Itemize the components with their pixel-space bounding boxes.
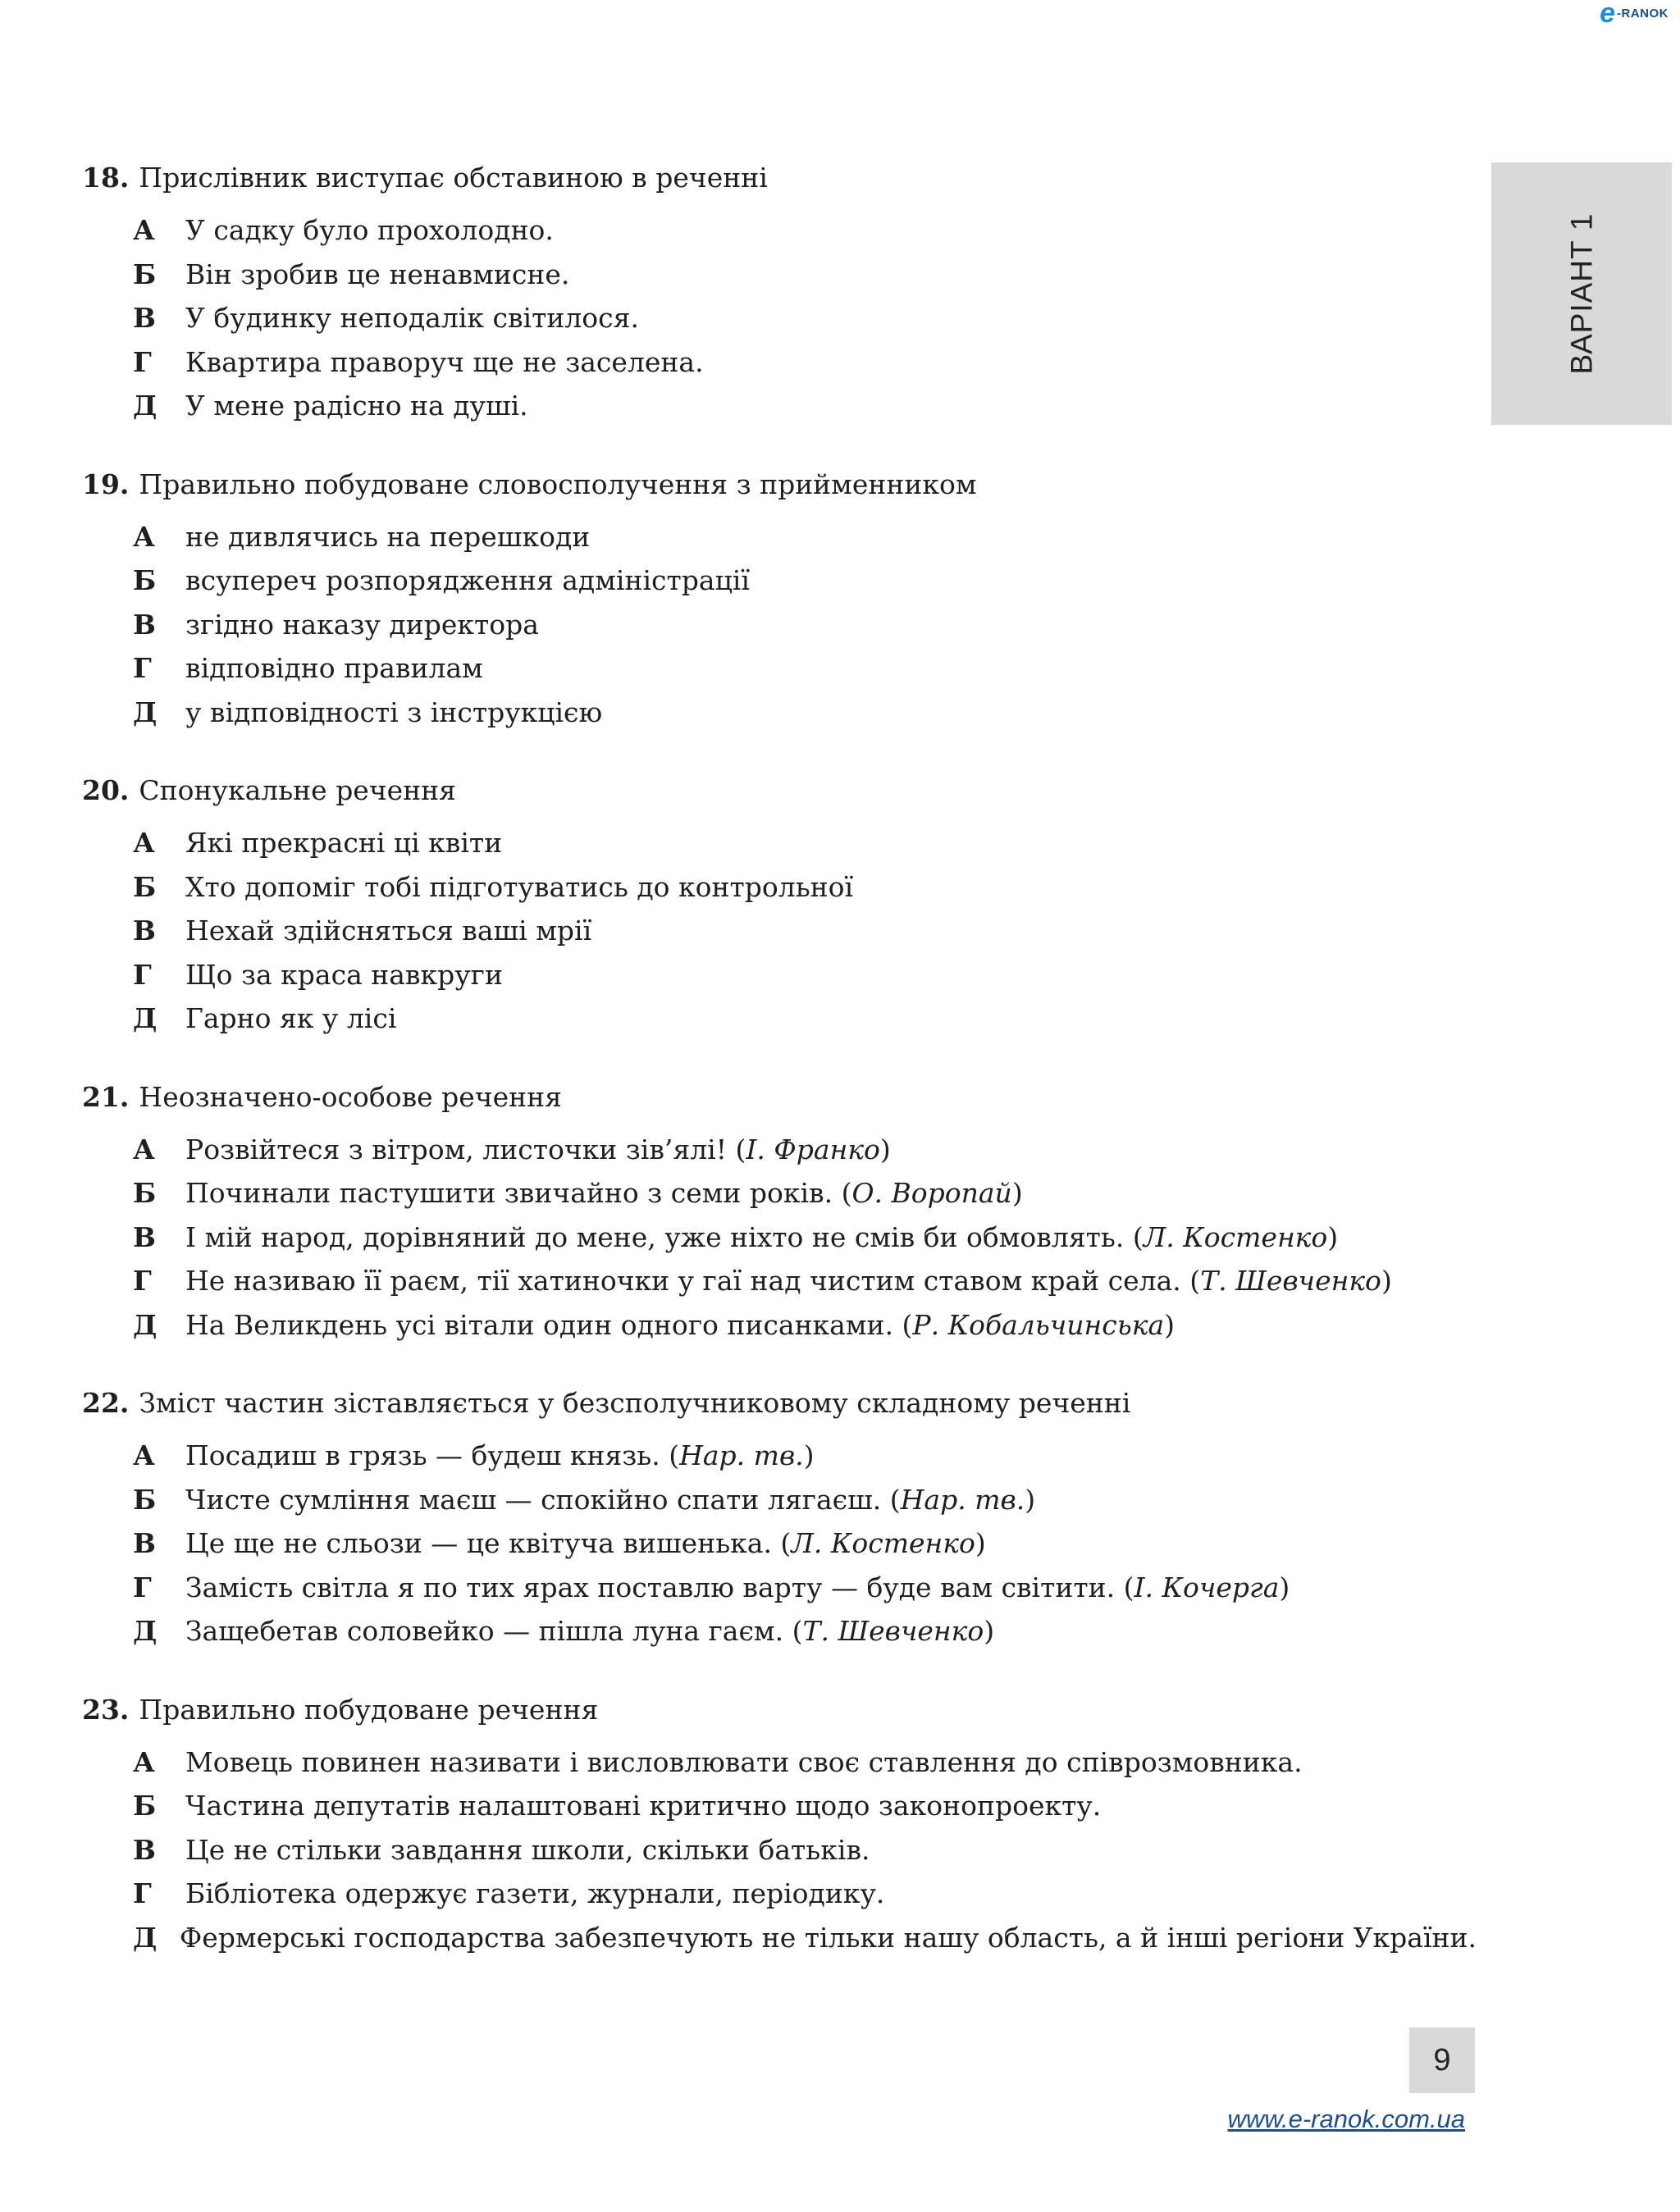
option-letter: В [133,1220,156,1253]
answer-option [82,1171,1477,1215]
question-number: 19. [82,467,130,500]
answer-option [82,603,1477,647]
option-letter: Д [133,390,158,422]
question-text: Правильно побудоване речення [139,1693,599,1726]
variant-label: ВАРІАНТ 1 [1564,212,1598,375]
option-letter: Г [133,345,152,378]
answer-option [82,296,1477,340]
option-author: Нар. тв. [679,1439,804,1471]
option-text [185,1303,1175,1348]
answer-option [82,208,1477,253]
question-number: 23. [82,1693,130,1726]
option-letter: Б [133,258,157,290]
option-text [185,208,554,253]
answer-option [82,691,1477,735]
option-letter: Д [133,1002,158,1034]
option-sentence: не дивлячись на перешкоди [185,520,591,553]
option-author: І. Кочерга [1134,1571,1280,1603]
option-author: Нар. тв. [900,1483,1025,1516]
option-text [185,1784,1101,1828]
question-block [82,1688,1477,1960]
option-closing-paren: ) [1164,1308,1175,1341]
option-letter: Г [133,1265,152,1297]
option-letter: Д [133,1921,158,1954]
option-sentence: відповідно правилам [185,652,483,684]
option-closing-paren: ) [1327,1220,1339,1253]
answer-option [82,384,1477,428]
question-heading [82,1075,1477,1120]
question-text: Неозначено-особове речення [139,1080,562,1113]
option-text [185,865,853,910]
option-text [185,1171,1023,1215]
option-text [180,1916,1477,1960]
option-letter: В [133,302,156,334]
question-block [82,1075,1477,1348]
option-sentence: У садку було прохолодно. [185,214,554,246]
answer-option [82,515,1477,559]
option-closing-paren: ) [975,1527,986,1559]
option-sentence: Він зробив це ненавмисне. [185,258,570,290]
question-block [82,1381,1477,1653]
answer-option [82,909,1477,953]
option-sentence: Що за краса навкруги [185,958,503,991]
answer-option [82,1916,1477,1960]
option-sentence: Посадиш в грязь — будеш князь. ( [185,1439,680,1471]
option-letter: Б [133,564,157,596]
option-letter: В [133,1833,156,1866]
option-text [185,1478,1035,1522]
option-text [185,646,483,691]
answer-option [82,646,1477,691]
option-closing-paren: ) [803,1439,815,1471]
publisher-url-link[interactable]: www.e-ranok.com.ua [1227,2105,1465,2133]
option-sentence: На Великдень усі вітали один одного писанками. ( [185,1308,913,1341]
answer-option [82,1784,1477,1828]
option-text [185,1872,884,1916]
publisher-logo [1600,0,1669,29]
answer-option [82,559,1477,603]
option-sentence: І мій народ, дорівняний до мене, уже ніхто не смів би обмовлять. ( [185,1220,1144,1253]
question-number: 20. [82,774,130,806]
option-text [185,1828,870,1872]
answer-option [82,1434,1477,1478]
option-sentence: Замість світла я по тих ярах поставлю варту — буде вам світити. ( [185,1571,1134,1603]
option-sentence: Частина депутатів налаштовані критично щодо законопроекту. [185,1790,1102,1822]
logo-text: -RANOK [1617,6,1669,21]
option-letter: А [133,520,155,553]
option-letter: В [133,1527,156,1559]
answer-option [82,1609,1477,1653]
option-sentence: Починали пастушити звичайно з семи років. ( [185,1177,852,1209]
question-block [82,156,1477,428]
answer-option [82,865,1477,910]
option-sentence: Фермерські господарства забезпечують не тільки нашу область, а й інші регіони України. [179,1921,1477,1954]
option-text [185,1128,891,1172]
option-sentence: Квартира праворуч ще не заселена. [185,345,704,378]
answer-option [82,1872,1477,1916]
option-letter: Б [133,870,157,903]
option-closing-paren: ) [984,1615,995,1647]
option-text [185,296,639,340]
answer-option [82,1215,1477,1260]
option-letter: Г [133,1877,152,1909]
option-sentence: Хто допоміг тобі підготуватись до контрольної [185,870,854,903]
answer-option [82,1259,1477,1303]
option-sentence: всупереч розпорядження адміністрації [185,564,750,596]
option-letter: Б [133,1483,157,1516]
option-sentence: Не називаю її раєм, тії хатиночки у гаї над чистим ставом край села. ( [185,1265,1201,1297]
option-letter: А [133,214,155,246]
option-letter: В [133,608,156,641]
answer-option [82,1521,1477,1566]
question-text: Зміст частин зіставляється у безсполучниковому складному реченні [139,1387,1131,1419]
option-sentence: Це ще не сльози — це квітуча вишенька. ( [185,1527,792,1559]
option-text [185,1521,986,1566]
option-sentence: У мене радісно на душі. [185,390,528,422]
question-heading [82,156,1477,200]
answer-option [82,1566,1477,1610]
option-text [185,515,590,559]
option-letter: А [133,1133,155,1165]
page-number: 9 [1409,2027,1475,2093]
answer-option [82,1303,1477,1348]
option-sentence: Гарно як у лісі [185,1002,397,1034]
option-text [185,1740,1303,1785]
option-closing-paren: ) [1011,1177,1023,1209]
option-text [185,384,528,428]
option-author: Л. Костенко [1143,1220,1328,1253]
option-letter: А [133,1745,155,1778]
answer-option [82,1828,1477,1872]
question-block [82,768,1477,1041]
option-sentence: У будинку неподалік світилося. [185,302,639,334]
option-letter: Д [133,1615,158,1647]
option-sentence: Нехай здійсняться ваші мрії [185,914,592,946]
option-text [185,1566,1290,1610]
option-letter: Г [133,1571,152,1603]
variant-side-tab [1491,162,1672,425]
option-sentence: Це не стільки завдання школи, скільки батьків. [185,1833,870,1866]
option-text [185,691,602,735]
option-text [185,603,539,647]
option-closing-paren: ) [1025,1483,1036,1516]
answer-option [82,997,1477,1041]
option-letter: В [133,914,156,946]
option-author: Р. Кобальчинська [912,1308,1165,1341]
option-sentence: згідно наказу директора [185,608,539,641]
question-text: Спонукальне речення [139,774,456,806]
option-letter: Г [133,652,152,684]
option-sentence: Чисте сумління маєш — спокійно спати лягаєш. ( [185,1483,901,1516]
question-heading [82,463,1477,507]
question-number: 21. [82,1080,130,1113]
option-author: Т. Шевченко [1200,1265,1381,1297]
option-text [185,340,704,385]
option-letter: Д [133,696,158,728]
option-closing-paren: ) [879,1133,891,1165]
question-heading [82,768,1477,813]
option-text [185,559,750,603]
option-text [185,253,569,297]
option-text [185,997,396,1041]
option-text [185,1259,1392,1303]
question-heading [82,1381,1477,1425]
option-text [185,1215,1338,1260]
question-text: Правильно побудоване словосполучення з прийменником [139,467,977,500]
option-text [185,1609,994,1653]
option-sentence: Які прекрасні ці квіти [185,827,503,859]
question-block [82,463,1477,735]
option-letter: А [133,827,155,859]
answer-option [82,1128,1477,1172]
option-author: І. Франко [746,1133,880,1165]
option-sentence: Мовець повинен називати і висловлювати своє ставлення до співрозмовника. [185,1745,1303,1778]
question-number: 18. [82,162,130,194]
logo-e-icon: e [1600,0,1615,29]
answer-option [82,253,1477,297]
option-author: Т. Шевченко [802,1615,984,1647]
option-sentence: Защебетав соловейко — пішла луна гаєм. ( [185,1615,803,1647]
answer-option [82,1740,1477,1785]
question-number: 22. [82,1387,130,1419]
option-letter: Б [133,1177,157,1209]
question-heading [82,1688,1477,1732]
option-closing-paren: ) [1279,1571,1290,1603]
answer-option [82,340,1477,385]
option-sentence: Бібліотека одержує газети, журнали, періодику. [185,1877,885,1909]
answer-option [82,1478,1477,1522]
option-letter: Б [133,1790,157,1822]
questions-list [82,156,1477,1994]
option-sentence: у відповідності з інструкцією [185,696,603,728]
question-text: Прислівник виступає обставиною в реченні [139,162,768,194]
option-letter: А [133,1439,155,1471]
option-letter: Г [133,958,152,991]
option-sentence: Розвійтеся з вітром, листочки зів’ялі! ( [185,1133,746,1165]
option-author: О. Воропай [851,1177,1012,1209]
option-text [185,821,502,865]
option-text [185,953,503,997]
option-text [185,1434,815,1478]
option-letter: Д [133,1308,158,1341]
option-text [185,909,591,953]
answer-option [82,953,1477,997]
answer-option [82,821,1477,865]
option-author: Л. Костенко [791,1527,975,1559]
option-closing-paren: ) [1381,1265,1392,1297]
